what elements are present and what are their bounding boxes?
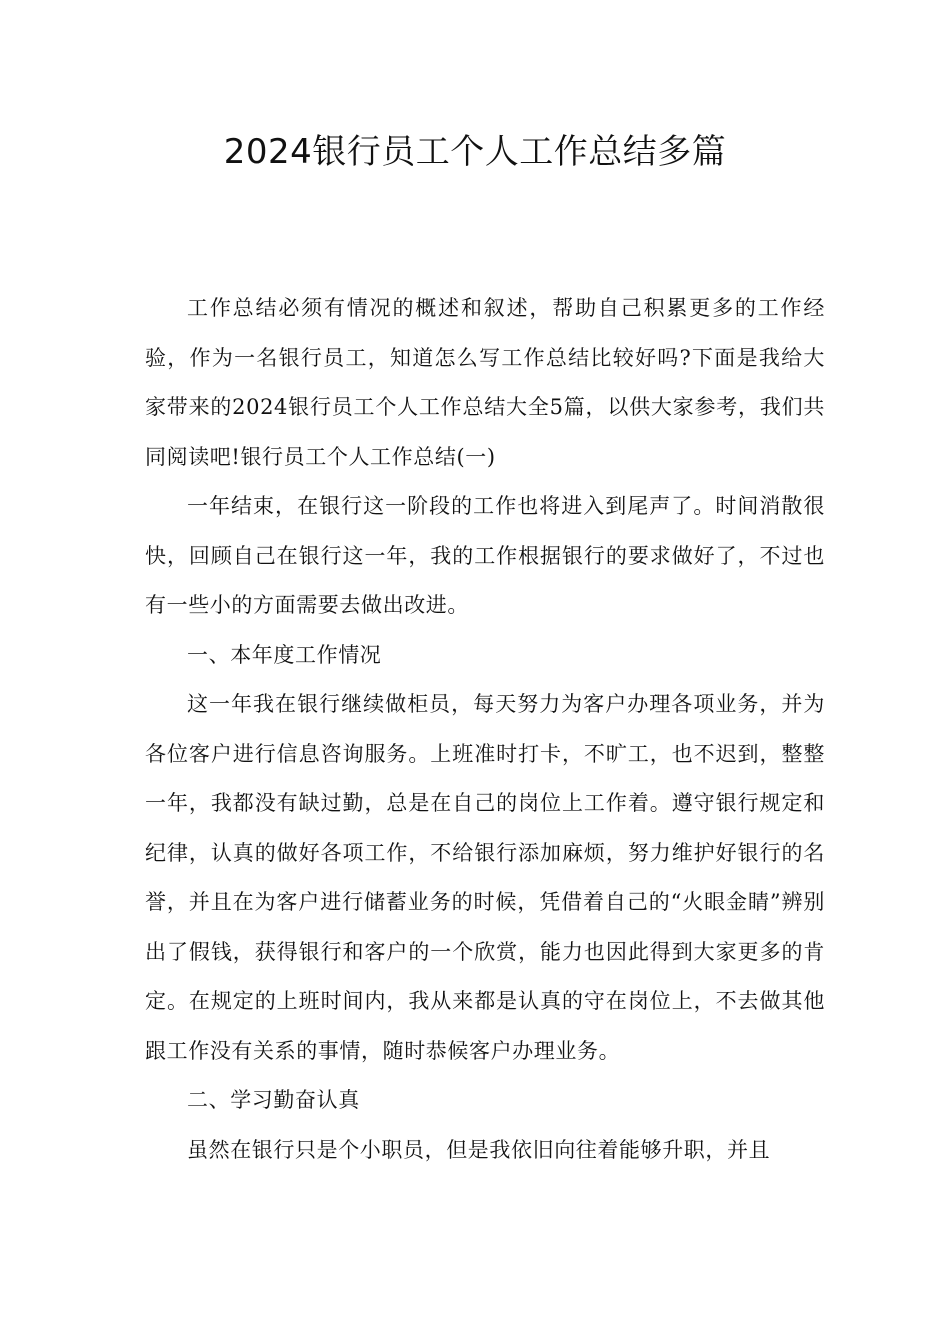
opening-paragraph: 一年结束，在银行这一阶段的工作也将进入到尾声了。时间消散很快，回顾自己在银行这一年，我的工作根据银行的要求做好了，不过也有一些小的方面需要去做出改进。 <box>145 494 825 617</box>
study-paragraph: 虽然在银行只是个小职员，但是我依旧向往着能够升职，并且 <box>187 1137 771 1162</box>
work-situation-paragraph: 这一年我在银行继续做柜员，每天努力为客户办理各项业务，并为各位客户进行信息咨询服务。上班准时打卡，不旷工，也不迟到，整整一年，我都没有缺过勤，总是在自己的岗位上工作着。遵守银行规定和纪律，认真的做好各项工作，不给银行添加麻烦，努力维护好银行的名誉，并且在为客户进行储蓄业务的时候，凭借着自己的“火眼金睛”辨别出了假钱，获得银行和客户的一个欣赏，能力也因此得到大家更多的肯定。在规定的上班时间内，我从来都是认真的守在岗位上，不去做其他跟工作没有关系的事情，随时恭候客户办理业务。 <box>145 692 825 1063</box>
section-heading-2: 二、学习勤奋认真 <box>187 1088 360 1112</box>
intro-paragraph: 工作总结必须有情况的概述和叙述，帮助自己积累更多的工作经验，作为一名银行员工，知道怎么写工作总结比较好吗?下面是我给大家带来的2024银行员工个人工作总结大全5篇，以供大家参考，我们共同阅读吧!银行员工个人工作总结(一) <box>145 296 825 469</box>
document-title: 2024银行员工个人工作总结多篇 <box>223 132 727 172</box>
document-body <box>145 284 825 1175</box>
section-heading-1: 一、本年度工作情况 <box>187 642 382 667</box>
